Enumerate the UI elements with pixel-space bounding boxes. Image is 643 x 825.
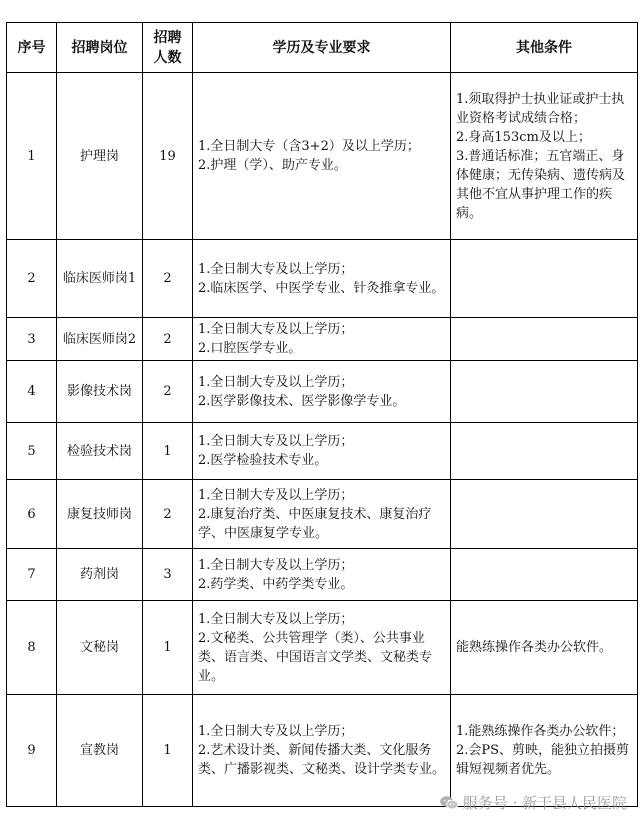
watermark-text: 服务号 · 新干县人民医院 — [462, 794, 627, 812]
cell-other-conditions: 能熟练操作各类办公软件。 — [451, 601, 638, 695]
cell-no: 7 — [7, 549, 57, 601]
cell-no: 1 — [7, 73, 57, 240]
table-row — [7, 240, 638, 318]
cell-no: 2 — [7, 240, 57, 318]
cell-other-conditions — [451, 361, 638, 423]
cell-count: 1 — [143, 423, 193, 480]
cell-other-conditions: 1.须取得护士执业证或护士执业资格考试成绩合格； 2.身高153cm及以上； 3.普通话标准；五官端正、身体健康；无传染病、遗传病及其他不宜从事护理工作的疾病。 — [451, 73, 638, 240]
cell-requirements: 1.全日制大专及以上学历； 2.医学影像技术、医学影像学专业。 — [193, 361, 451, 423]
cell-count: 1 — [143, 601, 193, 695]
cell-requirements: 1.全日制大专及以上学历； 2.口腔医学专业。 — [193, 318, 451, 361]
cell-count: 1 — [143, 695, 193, 807]
cell-other-conditions — [451, 240, 638, 318]
cell-count: 2 — [143, 240, 193, 318]
cell-requirements: 1.全日制大专及以上学历； 2.文秘类、公共管理学（类）、公共事业类、语言类、中国语言文学类、文秘类专业。 — [193, 601, 451, 695]
header-no: 序号 — [7, 23, 57, 73]
cell-other-conditions — [451, 549, 638, 601]
cell-no: 4 — [7, 361, 57, 423]
cell-no: 3 — [7, 318, 57, 361]
header-requirements: 学历及专业要求 — [193, 23, 451, 73]
cell-count: 3 — [143, 549, 193, 601]
cell-count: 2 — [143, 480, 193, 549]
cell-no: 8 — [7, 601, 57, 695]
table-row — [7, 549, 638, 601]
table-row — [7, 73, 638, 240]
table-row — [7, 361, 638, 423]
table-row — [7, 601, 638, 695]
header-count: 招聘人数 — [143, 23, 193, 73]
cell-count: 19 — [143, 73, 193, 240]
recruitment-table — [6, 22, 638, 807]
table-row — [7, 480, 638, 549]
table-row — [7, 423, 638, 480]
cell-no: 5 — [7, 423, 57, 480]
cell-post: 康复技师岗 — [57, 480, 143, 549]
cell-requirements: 1.全日制大专及以上学历； 2.临床医学、中医学专业、针灸推拿专业。 — [193, 240, 451, 318]
header-other-conditions: 其他条件 — [451, 23, 638, 73]
cell-count: 2 — [143, 318, 193, 361]
cell-post: 临床医师岗2 — [57, 318, 143, 361]
cell-post: 宣教岗 — [57, 695, 143, 807]
cell-other-conditions — [451, 480, 638, 549]
cell-other-conditions — [451, 318, 638, 361]
watermark — [439, 792, 627, 813]
cell-requirements: 1.全日制大专及以上学历； 2.药学类、中药学类专业。 — [193, 549, 451, 601]
cell-post: 护理岗 — [57, 73, 143, 240]
cell-no: 6 — [7, 480, 57, 549]
cell-post: 药剂岗 — [57, 549, 143, 601]
cell-other-conditions — [451, 423, 638, 480]
cell-post: 文秘岗 — [57, 601, 143, 695]
wechat-icon — [439, 795, 459, 811]
cell-count: 2 — [143, 361, 193, 423]
cell-requirements: 1.全日制大专及以上学历； 2.医学检验技术专业。 — [193, 423, 451, 480]
cell-other-conditions: 1.能熟练操作各类办公软件； 2.会PS、剪映，能独立拍摄剪辑短视频者优先。 — [451, 695, 638, 807]
cell-post: 临床医师岗1 — [57, 240, 143, 318]
cell-no: 9 — [7, 695, 57, 807]
cell-requirements: 1.全日制大专及以上学历； 2.艺术设计类、新闻传播大类、文化服务类、广播影视类、文秘类、设计学类专业。 — [193, 695, 451, 807]
header-row — [7, 23, 638, 73]
cell-post: 检验技术岗 — [57, 423, 143, 480]
table-row — [7, 318, 638, 361]
table-row — [7, 695, 638, 807]
cell-post: 影像技术岗 — [57, 361, 143, 423]
cell-requirements: 1.全日制大专（含3+2）及以上学历； 2.护理（学）、助产专业。 — [193, 73, 451, 240]
header-post: 招聘岗位 — [57, 23, 143, 73]
cell-requirements: 1.全日制大专及以上学历； 2.康复治疗类、中医康复技术、康复治疗学、中医康复学专业。 — [193, 480, 451, 549]
